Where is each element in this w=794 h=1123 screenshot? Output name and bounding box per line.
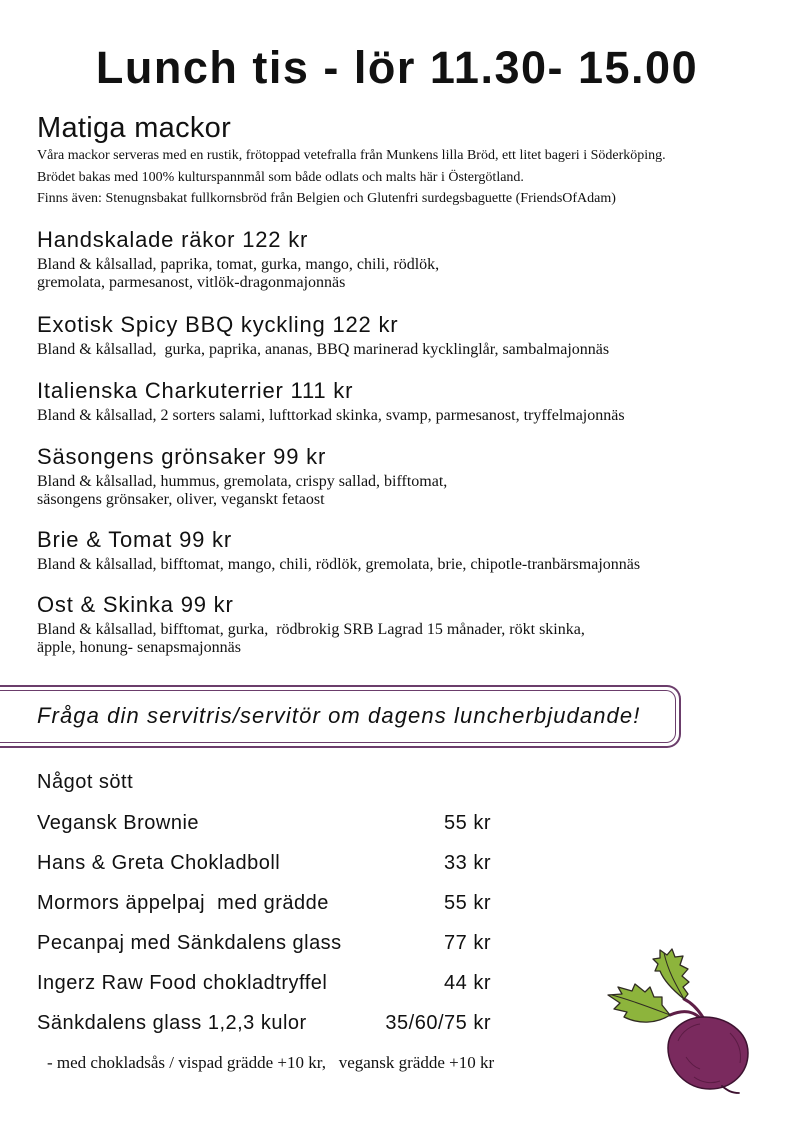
dessert-price: 55 kr xyxy=(444,812,491,834)
intro-line: Våra mackor serveras med en rustik, frötoppad vetefralla från Munkens lilla Bröd, ett litet bageri i Söderköping. xyxy=(37,148,666,163)
dessert-price: 44 kr xyxy=(444,972,491,994)
item-description xyxy=(37,556,640,574)
item-name: Säsongens grönsaker xyxy=(37,444,267,469)
dessert-name: Ingerz Raw Food chokladtryffel xyxy=(37,972,328,994)
item-price: 99 kr xyxy=(179,527,232,552)
item-description xyxy=(37,473,447,509)
item-price: 122 kr xyxy=(332,312,399,337)
item-price: 99 kr xyxy=(273,444,327,469)
beet-stem xyxy=(684,999,704,1019)
dessert-name: Hans & Greta Chokladboll xyxy=(37,852,281,874)
page-title: Lunch tis - lör 11.30- 15.00 xyxy=(95,42,699,93)
dessert-note: - med chokladsås / vispad grädde +10 kr, vegansk grädde +10 kr xyxy=(47,1053,495,1072)
menu-item xyxy=(37,312,609,359)
menu-item xyxy=(37,378,625,425)
item-description xyxy=(37,256,439,292)
dessert-row xyxy=(37,883,491,923)
item-heading xyxy=(37,444,447,470)
item-price: 111 kr xyxy=(290,378,354,403)
item-description xyxy=(37,407,625,425)
dessert-row xyxy=(37,1003,491,1043)
menu-item xyxy=(37,527,640,574)
sandwich-section-heading: Matiga mackor xyxy=(37,112,232,144)
dessert-name: Pecanpaj med Sänkdalens glass xyxy=(37,932,342,954)
intro-line: Brödet bakas med 100% kulturspannmål som både odlats och malts här i Östergötland. xyxy=(37,169,524,185)
dessert-price: 33 kr xyxy=(444,852,491,874)
item-description-line: äpple, honung- senapsmajonnäs xyxy=(37,639,241,656)
dessert-name: Mormors äppelpaj med grädde xyxy=(37,892,329,914)
dessert-row xyxy=(37,843,491,883)
item-name: Ost & Skinka xyxy=(37,592,174,617)
item-price: 122 kr xyxy=(242,227,309,252)
item-description-line: Bland & kålsallad, 2 sorters salami, lufttorkad skinka, svamp, parmesanost, tryffelmajonnäs xyxy=(37,407,625,424)
item-price: 99 kr xyxy=(180,592,234,617)
menu-item xyxy=(37,444,447,509)
item-description-line: Bland & kålsallad, hummus, gremolata, crispy sallad, bifftomat, xyxy=(37,473,448,490)
item-description-line: Bland & kålsallad, gurka, paprika, ananas, BBQ marinerad kycklinglår, sambalmajonnäs xyxy=(37,341,610,358)
offer-box xyxy=(0,685,681,748)
item-name: Italienska Charkuterrier xyxy=(37,378,284,403)
dessert-price: 35/60/75 kr xyxy=(385,1012,491,1034)
item-description xyxy=(37,621,585,657)
dessert-price: 77 kr xyxy=(444,932,491,954)
item-heading xyxy=(37,592,585,618)
item-name: Exotisk Spicy BBQ kyckling xyxy=(37,312,326,337)
intro-line: Finns även: Stenugnsbakat fullkornsbröd från Belgien och Glutenfri surdegsbaguette (FriendsOfAdam) xyxy=(37,191,616,206)
dessert-row xyxy=(37,803,491,843)
item-name: Handskalade räkor xyxy=(37,227,236,252)
offer-text: Fråga din servitris/servitör om dagens luncherbjudande! xyxy=(37,703,641,728)
item-description-line: Bland & kålsallad, bifftomat, gurka, rödbrokig SRB Lagrad 15 månader, rökt skinka, xyxy=(37,621,585,638)
item-heading xyxy=(37,227,439,253)
beet-tail xyxy=(722,1086,739,1093)
dessert-row xyxy=(37,923,491,963)
menu-item xyxy=(37,227,439,292)
dessert-name: Sänkdalens glass 1,2,3 kulor xyxy=(37,1012,307,1034)
dessert-name: Vegansk Brownie xyxy=(37,812,200,834)
item-description-line: Bland & kålsallad, bifftomat, mango, chili, rödlök, gremolata, brie, chipotle-tranbärsmajonnäs xyxy=(37,556,641,573)
dessert-section-heading: Något sött xyxy=(37,771,134,793)
item-description-line: Bland & kålsallad, paprika, tomat, gurka, mango, chili, rödlök, xyxy=(37,256,440,273)
dessert-list xyxy=(37,803,491,1043)
beet-body xyxy=(668,1017,748,1089)
item-description-line: gremolata, parmesanost, vitlök-dragonmajonnäs xyxy=(37,274,346,291)
item-name: Brie & Tomat xyxy=(37,527,173,552)
item-description-line: säsongens grönsaker, oliver, veganskt fetaost xyxy=(37,491,325,508)
item-description xyxy=(37,341,609,359)
dessert-row xyxy=(37,963,491,1003)
dessert-price: 55 kr xyxy=(444,892,491,914)
item-heading xyxy=(37,312,609,338)
menu-item xyxy=(37,592,585,657)
item-heading xyxy=(37,378,625,404)
beetroot-icon xyxy=(598,945,753,1095)
item-heading xyxy=(37,527,640,553)
sandwich-intro xyxy=(37,145,666,210)
